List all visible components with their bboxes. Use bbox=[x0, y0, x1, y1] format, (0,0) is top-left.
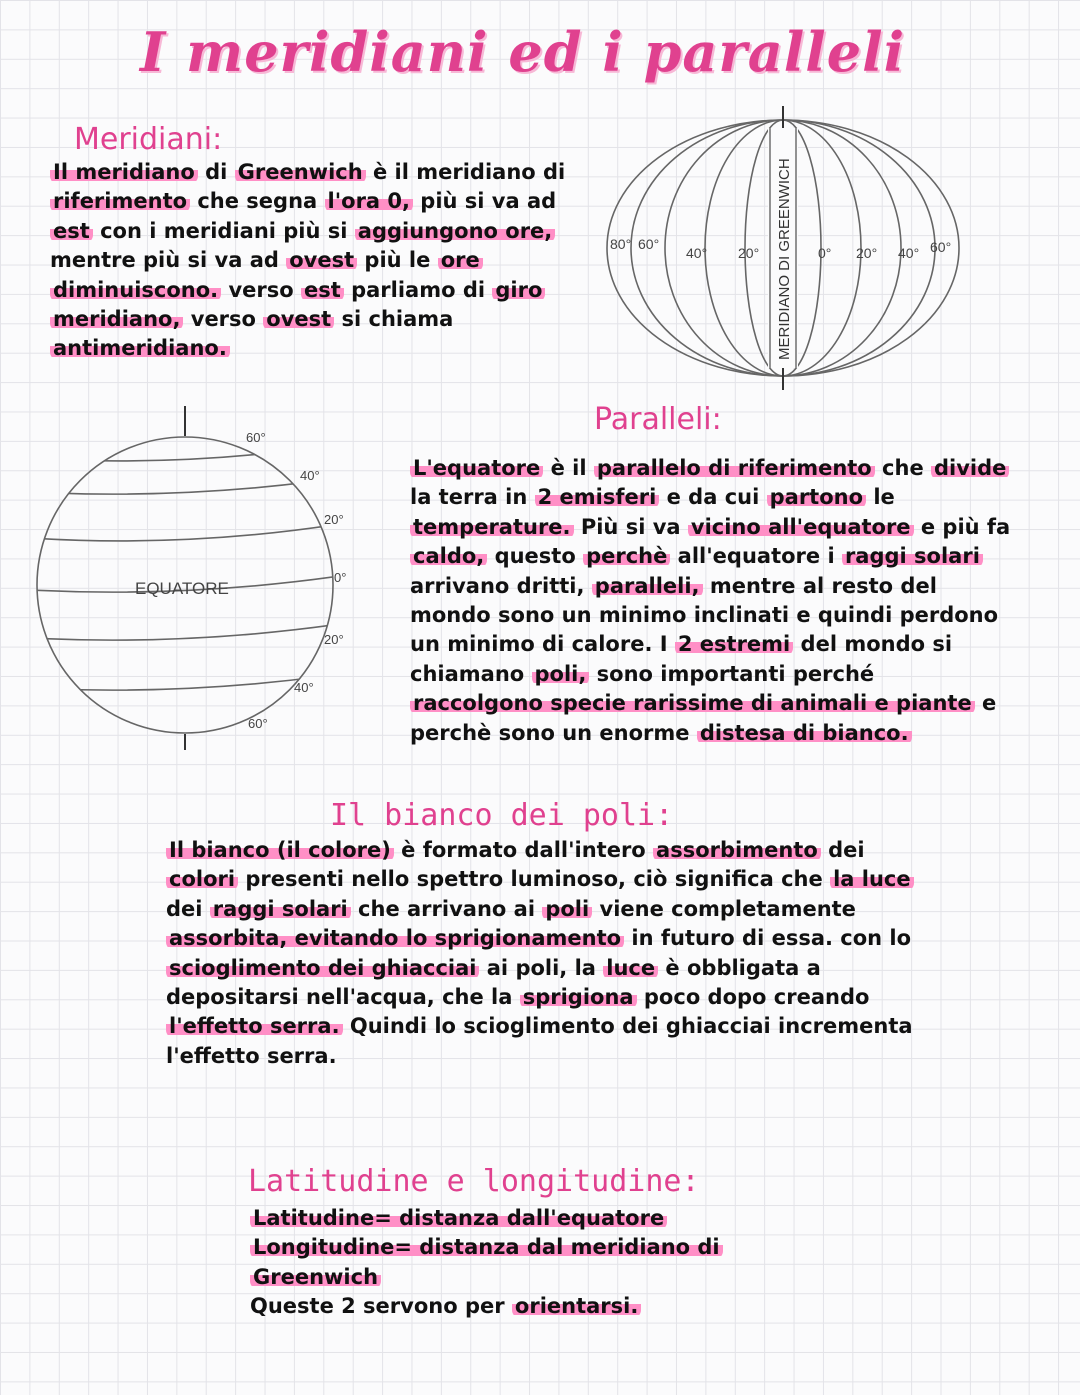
highlighted-text: est bbox=[301, 278, 344, 302]
highlighted-text: divide bbox=[931, 456, 1009, 480]
text-line bbox=[50, 276, 565, 305]
highlighted-text: colori bbox=[166, 867, 238, 891]
highlighted-text: poli, bbox=[532, 662, 590, 686]
text-line bbox=[50, 334, 565, 363]
text-segment: mondo sono un minimo inclinati e quindi perdono bbox=[410, 602, 999, 627]
highlighted-text: parallelo di riferimento bbox=[594, 456, 875, 480]
highlighted-text: Longitudine= distanza dal meridiano di bbox=[250, 1235, 723, 1259]
highlighted-text: 2 emisferi bbox=[535, 485, 660, 509]
text-segment: all'equatore i bbox=[670, 544, 842, 569]
highlighted-text: Latitudine= distanza dall'equatore bbox=[250, 1206, 667, 1230]
text-segment: questo bbox=[487, 544, 584, 569]
deg-label: 20° bbox=[738, 245, 760, 261]
highlighted-text: orientarsi. bbox=[512, 1294, 641, 1318]
text-segment: è formato dall'intero bbox=[393, 838, 654, 862]
text-segment: è il bbox=[543, 456, 594, 480]
greenwich-label: MERIDIANO DI GREENWICH bbox=[776, 158, 793, 360]
text-segment: e bbox=[974, 691, 997, 716]
text-line bbox=[410, 572, 1010, 601]
highlighted-text: raggi solari bbox=[842, 544, 983, 568]
text-line bbox=[410, 513, 1010, 542]
text-segment: poco dopo creando bbox=[636, 984, 870, 1009]
deg-label: 20° bbox=[856, 245, 878, 261]
meridian-globe-diagram bbox=[600, 100, 980, 400]
text-segment: ai poli, la bbox=[479, 955, 604, 980]
deg-label: 0° bbox=[334, 570, 347, 585]
text-segment: Queste 2 servono per bbox=[250, 1294, 512, 1319]
highlighted-text: vicino all'equatore bbox=[688, 515, 914, 539]
deg-label: 40° bbox=[686, 245, 708, 261]
highlighted-text: ore bbox=[438, 248, 483, 272]
paralleli-paragraph bbox=[410, 454, 1010, 748]
text-line bbox=[166, 895, 914, 924]
equator-label: EQUATORE bbox=[135, 579, 229, 598]
text-segment: presenti nello spettro luminoso, ciò significa che bbox=[238, 867, 831, 892]
text-line bbox=[166, 954, 914, 983]
page-title: I meridiani ed i paralleli bbox=[140, 20, 906, 84]
deg-label: 40° bbox=[300, 468, 320, 483]
text-segment: depositarsi nell'acqua, che la bbox=[166, 984, 520, 1009]
text-line bbox=[410, 719, 1010, 748]
highlighted-text: riferimento bbox=[50, 189, 190, 213]
highlighted-text: assorbimento bbox=[653, 838, 821, 862]
deg-label: 60° bbox=[246, 430, 266, 445]
deg-label: 80° bbox=[610, 236, 632, 252]
highlighted-text: perchè bbox=[583, 544, 670, 568]
text-line bbox=[50, 217, 565, 246]
highlighted-text: la luce bbox=[830, 867, 914, 891]
text-line bbox=[410, 660, 1010, 689]
text-line bbox=[410, 601, 1010, 630]
text-line bbox=[50, 246, 565, 275]
highlighted-text: 2 estremi bbox=[675, 632, 793, 656]
highlighted-text: assorbita, evitando lo sprigionamento bbox=[166, 926, 624, 950]
highlighted-text: poli bbox=[542, 897, 592, 921]
highlighted-text: est bbox=[50, 219, 93, 243]
text-segment: Più si va bbox=[573, 514, 688, 539]
text-segment: l'effetto serra. bbox=[166, 1043, 337, 1068]
text-segment: arrivano dritti, bbox=[410, 573, 592, 598]
text-line bbox=[50, 158, 565, 187]
highlighted-text: luce bbox=[603, 956, 658, 980]
text-segment: parliamo di bbox=[343, 277, 493, 302]
text-segment: in futuro di essa. con lo bbox=[624, 926, 912, 951]
text-line bbox=[410, 483, 1010, 512]
highlighted-text: temperature. bbox=[410, 515, 574, 539]
highlighted-text: caldo, bbox=[410, 544, 487, 568]
highlighted-text: l'ora 0, bbox=[325, 189, 413, 213]
highlighted-text: l'effetto serra. bbox=[166, 1014, 343, 1038]
text-segment: con i meridiani più si bbox=[92, 218, 355, 243]
text-segment: è obbligata a bbox=[658, 955, 821, 980]
text-segment: mentre più si va ad bbox=[50, 248, 287, 273]
text-line bbox=[166, 1012, 914, 1041]
highlighted-text: giro bbox=[492, 278, 545, 302]
text-segment: verso bbox=[183, 306, 264, 331]
text-segment: del mondo si bbox=[793, 632, 953, 657]
text-segment: di bbox=[197, 160, 235, 184]
text-line bbox=[250, 1233, 723, 1262]
highlighted-text: Greenwich bbox=[235, 160, 366, 184]
text-line bbox=[250, 1263, 723, 1292]
deg-label: 40° bbox=[898, 245, 920, 261]
text-segment: chiamano bbox=[410, 661, 532, 686]
text-segment: che segna bbox=[190, 189, 325, 214]
bianco-paragraph bbox=[166, 836, 914, 1071]
text-segment: che bbox=[874, 456, 932, 480]
text-line bbox=[410, 454, 1010, 483]
deg-label: 0° bbox=[818, 245, 832, 261]
latlong-paragraph bbox=[250, 1204, 723, 1322]
text-line bbox=[166, 924, 914, 953]
highlighted-text: raggi solari bbox=[210, 897, 351, 921]
text-segment: è il meridiano di bbox=[365, 160, 566, 184]
text-line bbox=[166, 983, 914, 1012]
text-line bbox=[250, 1204, 723, 1233]
meridiani-heading: Meridiani: bbox=[74, 122, 223, 157]
text-segment: sono importanti perché bbox=[589, 661, 875, 686]
paralleli-heading: Paralleli: bbox=[594, 402, 722, 437]
highlighted-text: scioglimento dei ghiacciai bbox=[166, 956, 479, 980]
text-segment: dei bbox=[166, 896, 210, 921]
bianco-heading: Il bianco dei poli: bbox=[330, 798, 674, 833]
text-segment: viene completamente bbox=[592, 896, 856, 921]
text-segment: che arrivano ai bbox=[350, 896, 543, 921]
highlighted-text: meridiano, bbox=[50, 307, 183, 331]
deg-label: 60° bbox=[638, 236, 660, 252]
text-segment: verso bbox=[221, 277, 301, 302]
highlighted-text: ovest bbox=[286, 248, 357, 272]
text-line bbox=[410, 542, 1010, 571]
highlighted-text: antimeridiano. bbox=[50, 336, 230, 360]
text-line bbox=[166, 865, 914, 894]
text-segment: le bbox=[866, 485, 895, 510]
text-segment: mentre al resto del bbox=[702, 573, 937, 598]
highlighted-text: distesa di bianco. bbox=[697, 721, 912, 745]
deg-label: 20° bbox=[324, 512, 344, 527]
text-line bbox=[410, 630, 1010, 659]
text-line bbox=[250, 1292, 723, 1321]
parallels-globe-diagram bbox=[30, 398, 370, 758]
deg-label: 60° bbox=[248, 716, 268, 731]
text-line bbox=[50, 187, 565, 216]
highlighted-text: aggiungono ore, bbox=[355, 219, 556, 243]
text-segment: la terra in bbox=[410, 485, 535, 510]
latlong-heading: Latitudine e longitudine: bbox=[248, 1164, 700, 1199]
text-line bbox=[166, 1042, 914, 1071]
deg-label: 40° bbox=[294, 680, 314, 695]
deg-label: 60° bbox=[930, 239, 952, 255]
text-segment: e più fa bbox=[913, 514, 1011, 539]
text-line bbox=[166, 836, 914, 865]
highlighted-text: partono bbox=[767, 485, 866, 509]
highlighted-text: raccolgono specie rarissime di animali e piante bbox=[410, 691, 975, 715]
text-segment: più si va ad bbox=[413, 189, 557, 214]
text-segment: più le bbox=[357, 248, 438, 273]
text-segment: Quindi lo scioglimento dei ghiacciai incrementa bbox=[342, 1014, 913, 1039]
text-line bbox=[50, 305, 565, 334]
text-segment: si chiama bbox=[334, 306, 454, 331]
highlighted-text: diminuiscono. bbox=[50, 278, 221, 302]
text-segment: e da cui bbox=[659, 485, 767, 510]
highlighted-text: Il meridiano bbox=[50, 160, 198, 184]
text-segment: un minimo di calore. I bbox=[410, 632, 675, 657]
highlighted-text: Greenwich bbox=[250, 1265, 381, 1289]
highlighted-text: paralleli, bbox=[592, 574, 703, 598]
highlighted-text: sprigiona bbox=[520, 985, 637, 1009]
highlighted-text: Il bianco (il colore) bbox=[166, 838, 394, 862]
meridiani-paragraph bbox=[50, 158, 565, 364]
highlighted-text: L'equatore bbox=[410, 456, 543, 480]
text-segment: perchè sono un enorme bbox=[410, 720, 697, 745]
text-line bbox=[410, 689, 1010, 718]
text-segment: dei bbox=[820, 838, 865, 862]
deg-label: 20° bbox=[324, 632, 344, 647]
highlighted-text: ovest bbox=[263, 307, 334, 331]
